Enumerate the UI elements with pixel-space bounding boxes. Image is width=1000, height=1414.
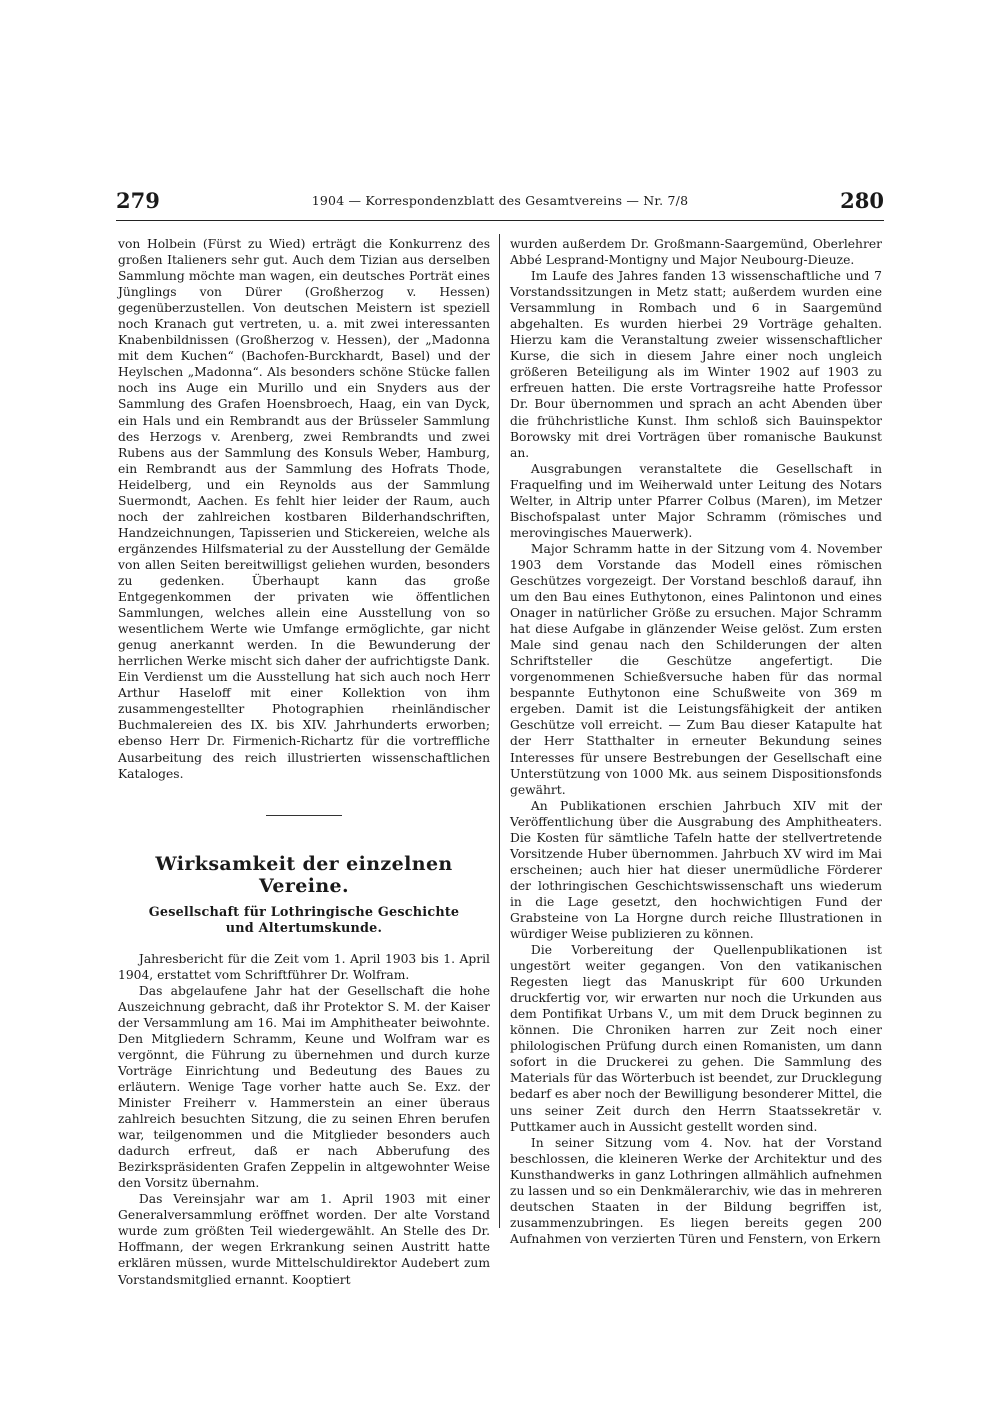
- paragraph: Die Vorbereitung der Quellenpublikationen ist ungestört weiter gegangen. Von den vatikanischen Regesten liegt das Manuskript für 600 Urkunden druckfertig vor, wir erwarten nur noch die Urkunden aus dem Pontifikat Urbans V., um mit dem Druck beginnen zu können. Die Chroniken harren zur Zeit noch einer philologischen Prüfung durch einen Romanisten, um dann sofort in die Druckerei zu gehen. Die Sammlung des Materials für das Wörterbuch ist beendet, zur Drucklegung bedarf es aber noch der Bewilligung besonderer Mittel, die uns seiner Zeit durch den Herrn Staatssekretär v. Puttkamer auch in Aussicht gestellt worden sind.: [510, 943, 882, 1134]
- running-title: 1904 — Korrespondenzblatt des Gesamtvereins — Nr. 7/8: [311, 193, 689, 208]
- section-subtitle: [118, 905, 490, 937]
- paragraph: Das Vereinsjahr war am 1. April 1903 mit einer Generalversammlung eröffnet worden. Der alte Vorstand wurde zum größten Teil wiedergewählt. An Stelle des Dr. Hoffmann, der wegen Erkrankung seinen Austritt hatte erklären müssen, wurde Mittelschuldirektor Audebert zum Vorstandsmitglied ernannt. Kooptiert: [118, 1192, 490, 1287]
- subtitle-line: und Altertumskunde.: [225, 920, 383, 936]
- paragraph: von Holbein (Fürst zu Wied) erträgt die Konkurrenz des großen Italieners sehr gut. Auch dem Tizian aus derselben Sammlung möchte man wagen, ein deutsches Porträt eines Jünglings von Dürer (Großherzog v. Hessen) gegenüberzustellen. Von deutschen Meistern ist speziell noch Kranach gut vertreten, u. a. mit zwei interessanten Knabenbildnissen (Großherzog v. Hessen), der „Madonna mit dem Kuchen“ (Bachofen-Burckhardt, Basel) und der Heylschen „Madonna“. Als besonders schöne Stücke fallen noch ins Auge ein Murillo und ein Snyders aus der Sammlung des Grafen Hoensbroech, Haag, ein van Dyck, ein Hals und ein Rembrandt aus der Brüsseler Sammlung des Herzogs v. Arenberg, zwei Rembrandts und zwei Rubens aus der Sammlung des Konsuls Weber, Hamburg, ein Rembrandt aus der Sammlung des Hofrats Thode, Heidelberg, und ein Reynolds aus der Sammlung Suermondt, Aachen. Es fehlt hier leider der Raum, auch noch der zahlreichen kostbaren Bilderhandschriften, Handzeichnungen, Tapisserien und Stickereien, welche als ergänzendes Hilfsmaterial zu der Ausstellung der Gemälde von allen Seiten bereitwilligst geliehen wurden, besonders zu gedenken. Überhaupt kann das große Entgegenkommen der privaten wie öffentlichen Sammlungen, welches allein eine Ausstellung von so wesentlichem Werte wie Umfange ermöglichte, gar nicht genug anerkannt werden. In die Bewunderung der herrlichen Werke mischt sich daher der aufrichtigste Dank. Ein Verdienst um die Ausstellung hat sich auch noch Herr Arthur Haseloff mit einer Kollektion von ihm zusammengestellter Photographien rheinländischer Buchmalereien des IX. bis XIV. Jahrhunderts erworben; ebenso Herr Dr. Firmenich-Richartz für die vortreffliche Ausarbeitung des reich illustrierten wissenschaftlichen Kataloges.: [118, 237, 490, 781]
- paragraph: wurden außerdem Dr. Großmann-Saargemünd, Oberlehrer Abbé Lesprand-Montigny und Major Neubourg-Dieuze.: [510, 237, 882, 268]
- right-column: [510, 236, 882, 1247]
- paragraph: Das abgelaufene Jahr hat der Gesellschaft die hohe Auszeichnung gebracht, daß ihr Protektor S. M. der Kaiser der Versammlung am 16. Mai im Amphitheater beiwohnte. Den Mitgliedern Schramm, Keune und Wolfram war es vergönnt, die Führung zu übernehmen und durch kurze Vorträge Einrichtung und Bedeutung des Baues zu erläutern. Wenige Tage vorher hatte auch Se. Exz. der Minister Freiherr v. Hammerstein an einer überaus zahlreich besuchten Sitzung, die zu seinen Ehren berufen war, teilgenommen und die Mitglieder besonders auch dadurch erfreut, daß er nach Abberufung des Bezirkspräsidenten Grafen Zeppelin in altgewohnter Weise den Vorsitz übernahm.: [118, 983, 490, 1191]
- paragraph: Jahresbericht für die Zeit vom 1. April 1903 bis 1. April 1904, erstattet vom Schriftführer Dr. Wolfram.: [118, 951, 490, 982]
- section-separator: [266, 815, 342, 816]
- paragraph: Im Laufe des Jahres fanden 13 wissenschaftliche und 7 Vorstandssitzungen in Metz statt; außerdem wurden eine Versammlung in Rombach und 6 in Saargemünd abgehalten. Es wurden hierbei 29 Vorträge gehalten. Hierzu kam die Veranstaltung zweier wissenschaftlicher Kurse, die sich in diesem Jahre einer noch ungleich größeren Beteiligung als im Winter 1902 auf 1903 zu erfreuen hatten. Die erste Vortragsreihe hatte Professor Dr. Bour übernommen und sprach an acht Abenden über die frühchristliche Kunst. Ihm schloß sich Bauinspektor Borowsky mit drei Vorträgen über romanische Baukunst an.: [510, 269, 882, 460]
- paragraph: Major Schramm hatte in der Sitzung vom 4. November 1903 dem Vorstande das Modell eines römischen Geschützes vorgezeigt. Der Vorstand beschloß darauf, ihn um den Bau eines Euthytonon, eines Palintonon und eines Onager in natürlicher Größe zu ersuchen. Major Schramm hat diese Aufgabe in glänzender Weise gelöst. Zum ersten Male sind genau nach den Schilderungen der alten Schriftsteller die Geschütze angefertigt. Die vorgenommenen Schießversuche haben für das normal bespannte Euthytonon eine Schußweite von 369 m ergeben. Damit ist die Leistungsfähigkeit der antiken Geschütze voll erreicht. — Zum Bau dieser Katapulte hat der Herr Statthalter in erneuter Bekundung seines Interesses für unsere Bestrebungen der Gesellschaft eine Unterstützung von 1000 Mk. aus seinem Dispositionsfonds gewährt.: [510, 541, 882, 797]
- page-number-right: 280: [840, 188, 884, 213]
- paragraph: In seiner Sitzung vom 4. Nov. hat der Vorstand beschlossen, die kleineren Werke der Architektur und des Kunsthandwerks in ganz Lothringen allmählich aufnehmen zu lassen und so ein Denkmälerarchiv, wie das in mehreren deutschen Staaten in der Bildung begriffen ist, zusammenzubringen. Es liegen bereits gegen 200 Aufnahmen von verzierten Türen und Fenstern, von Erkern: [510, 1135, 882, 1246]
- paragraph: Ausgrabungen veranstaltete die Gesellschaft in Fraquelfing und im Weiherwald unter Leitung des Notars Welter, in Altrip unter Pfarrer Colbus (Maren), im Metzer Bischofspalast unter Major Schramm (römisches und merovingisches Mauerwerk).: [510, 461, 882, 540]
- left-column: [118, 236, 490, 1288]
- paragraph: An Publikationen erschien Jahrbuch XIV mit der Veröffentlichung über die Ausgrabung des Amphitheaters. Die Kosten für sämtliche Tafeln hatte der stellvertretende Vorsitzende Huber übernommen. Jahrbuch XV wird im Mai erscheinen; auch hier hat dieser unermüdliche Förderer der lothringischen Geschichtswissenschaft uns wiederum in die Lage gesetzt, den hochwichtigen Fund der Grabsteine von La Horgne durch reiche Illustrationen in würdiger Weise publizieren zu können.: [510, 798, 882, 942]
- header-rule: [116, 220, 884, 221]
- page-header: [116, 188, 884, 218]
- subtitle-line: Gesellschaft für Lothringische Geschichte: [148, 904, 460, 920]
- page-number-left: 279: [116, 188, 160, 213]
- section-title: Wirksamkeit der einzelnen Vereine.: [155, 852, 453, 897]
- column-divider: [499, 234, 500, 1228]
